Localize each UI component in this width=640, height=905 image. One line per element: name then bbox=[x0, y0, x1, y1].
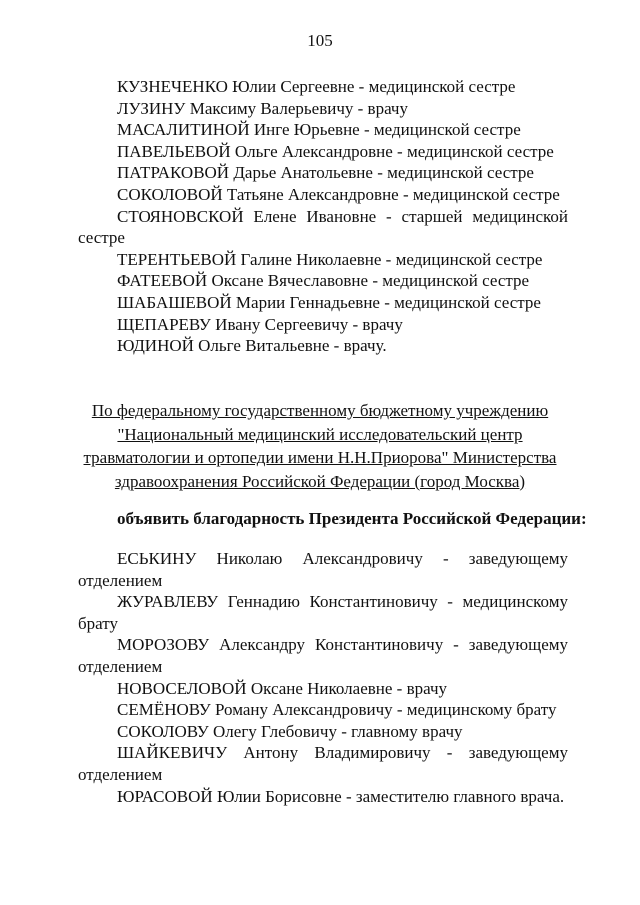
institution-heading-line: "Национальный медицинский исследовательский центр bbox=[117, 424, 523, 444]
list-item: ШАБАШЕВОЙ Марии Геннадьевне - медицинской сестре bbox=[117, 292, 541, 312]
list-item-continuation: отделением bbox=[78, 764, 163, 784]
list-item: ЕСЬКИНУ Николаю Александровичу - заведующему bbox=[117, 549, 568, 568]
list-item-continuation: отделением bbox=[78, 656, 163, 676]
list-item: ФАТЕЕВОЙ Оксане Вячеславовне - медицинской сестре bbox=[117, 271, 530, 291]
award-list-first bbox=[0, 76, 640, 357]
list-item-continuation: сестре bbox=[78, 228, 125, 248]
list-item: ПАТРАКОВОЙ Дарье Анатольевне - медицинской сестре bbox=[117, 163, 534, 183]
list-item: СОКОЛОВУ Олегу Глебовичу - главному врачу bbox=[117, 721, 463, 741]
list-item: ЩЕПАРЕВУ Ивану Сергеевичу - врачу bbox=[117, 314, 403, 334]
institution-heading-line: здравоохранения Российской Федерации (город Москва) bbox=[114, 471, 526, 491]
institution-heading-line: травматологии и ортопедии имени Н.Н.Приорова" Министерства bbox=[83, 448, 557, 467]
list-item: СОКОЛОВОЙ Татьяне Александровне - медицинской сестре bbox=[117, 184, 560, 204]
list-item: МАСАЛИТИНОЙ Инге Юрьевне - медицинской сестре bbox=[117, 120, 521, 140]
list-item: ЮРАСОВОЙ Юлии Борисовне - заместителю главного врача. bbox=[117, 786, 565, 806]
list-item-continuation: брату bbox=[78, 613, 118, 633]
list-item: ЮДИНОЙ Ольге Витальевне - врачу. bbox=[117, 336, 387, 356]
list-item: КУЗНЕЧЕНКО Юлии Сергеевне - медицинской сестре bbox=[117, 77, 516, 96]
list-item: СТОЯНОВСКОЙ Елене Ивановне - старшей медицинской bbox=[117, 206, 568, 226]
institution-heading bbox=[0, 399, 640, 493]
decree-text: объявить благодарность Президента Российской Федерации: bbox=[117, 509, 587, 528]
list-item-continuation: отделением bbox=[78, 570, 163, 590]
list-item: СЕМЁНОВУ Роману Александровичу - медицинскому брату bbox=[117, 700, 557, 720]
list-item: ЛУЗИНУ Максиму Валерьевичу - врачу bbox=[117, 98, 408, 118]
list-item: МОРОЗОВУ Александру Константиновичу - заведующему bbox=[117, 635, 568, 655]
award-list-second bbox=[0, 548, 640, 807]
page-number: 105 bbox=[307, 31, 333, 50]
list-item: ТЕРЕНТЬЕВОЙ Галине Николаевне - медицинской сестре bbox=[117, 249, 543, 269]
list-item: ПАВЕЛЬЕВОЙ Ольге Александровне - медицинской сестре bbox=[117, 141, 554, 161]
list-item: ШАЙКЕВИЧУ Антону Владимировичу - заведующему bbox=[117, 743, 568, 763]
list-item: ЖУРАВЛЕВУ Геннадию Константиновичу - медицинскому bbox=[117, 592, 568, 612]
institution-heading-line: По федеральному государственному бюджетному учреждению bbox=[91, 401, 549, 420]
list-item: НОВОСЕЛОВОЙ Оксане Николаевне - врачу bbox=[117, 678, 448, 698]
